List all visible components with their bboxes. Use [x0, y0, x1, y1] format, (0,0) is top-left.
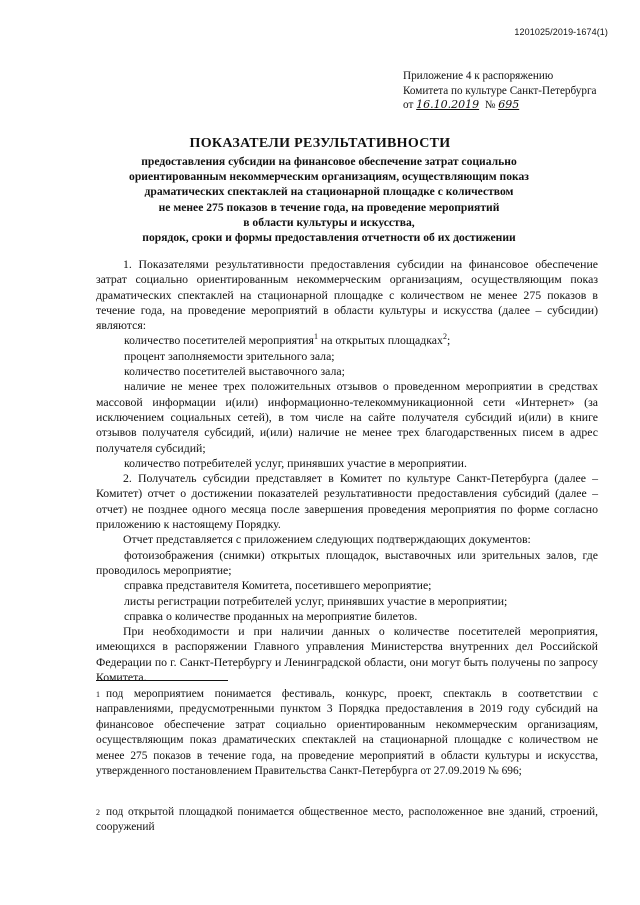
footnote-ref-1: 1 — [313, 332, 318, 342]
paragraph-3: Отчет представляется с приложением следующих подтверждающих документов: — [123, 532, 531, 547]
appendix-date: 16.10.2019 — [416, 98, 480, 111]
appendix-number-sign: № — [484, 99, 496, 111]
appendix-line-3 — [403, 98, 623, 113]
footnote-2-text: под открытой площадкой понимается общественное место, расположенное вне зданий, строений, сооружений — [96, 806, 598, 834]
document-item-photos: фотоизображения (снимки) открытых площадок, выставочных или зрительных залов, где проводилось мероприятие; — [96, 547, 598, 577]
indicator-visitors-open: количество посетителей мероприятия$^1$ на открытых площадках$^2$; — [124, 332, 451, 348]
subtitle-line: драматических спектаклей на стационарной площадке с количеством — [144, 185, 514, 199]
subtitle-line: не менее 275 показов в течение года, на проведение мероприятий — [158, 200, 500, 214]
indicator-occupancy: процент заполняемости зрительного зала; — [124, 348, 335, 363]
indicator-exhibition-visitors: количество посетителей выставочного зала; — [124, 364, 345, 379]
document-title: ПОКАЗАТЕЛИ РЕЗУЛЬТАТИВНОСТИ — [189, 136, 451, 151]
subtitle-line: порядок, сроки и формы предоставления отчетности об их достижении — [142, 231, 516, 245]
paragraph-1: 1. Показателями результативности предоставления субсидии на финансовое обеспечение затрат социально ориентированным некоммерческим организациям, осуществляющим показ драматических спектаклей на стационарной площадке с количеством не менее 275 показов в течение года, на проведение мероприятий в области культуры и искусства (далее – субсидии) являются: — [96, 257, 598, 333]
indicator-consumers: количество потребителей услуг, принявших участие в мероприятии. — [124, 455, 467, 470]
appendix-number: 695 — [498, 98, 520, 111]
indicator-reviews: наличие не менее трех положительных отзывов о проведенном мероприятии в средствах массовой информации и(или) информационно-телекоммуникационной сети «Интернет» (за исключением социальных сетей), в том числе на сайте получателя субсидий и(или) в книге отзывов получателя субсидий, и(или) наличие не менее трех благодарственных писем в адрес получателя субсидий; — [96, 379, 598, 455]
subtitle-line: в области культуры и искусства, — [243, 215, 415, 229]
document-subtitle — [100, 154, 558, 245]
subtitle-line: ориентированным некоммерческим организациям, осуществляющим показ — [129, 170, 529, 184]
appendix-from: от — [403, 99, 414, 111]
footnote-2-number: 2 — [96, 808, 100, 817]
footnote-1-number: 1 — [96, 690, 100, 699]
document-body — [96, 257, 598, 685]
document-item-tickets: справка о количестве проданных на мероприятие билетов. — [124, 608, 418, 623]
appendix-line-2: Комитета по культуре Санкт-Петербурга — [403, 84, 597, 97]
footnote-ref-2: 2 — [442, 332, 447, 342]
document-item-committee-note: справка представителя Комитета, посетившего мероприятие; — [124, 578, 432, 593]
subtitle-line: предоставления субсидии на финансовое обеспечение затрат социально — [141, 155, 517, 168]
footnote-1 — [96, 687, 598, 779]
paragraph-2: 2. Получатель субсидии представляет в Комитет по культуре Санкт-Петербурга (далее – Комитет) отчет о достижении показателей результативности предоставления субсидий (далее – отчет) не позднее одного месяца после завершения проведения мероприятия по форме согласно приложению к настоящему Порядку. — [96, 471, 598, 532]
document-item-registration: листы регистрации потребителей услуг, принявших участие в мероприятии; — [124, 593, 508, 608]
footnote-1-text: под мероприятием понимается фестиваль, конкурс, проект, спектакль в соответствии с направлениями, предусмотренными пунктом 3 Порядка предоставления в 2019 году субсидий на финансовое обеспечение затрат социально ориентированным некоммерческим организациям, осуществляющим показ драматических спектаклей на стационарной площадке с количеством не менее 275 показов в течение года, на проведение мероприятий в области культуры и искусства, утвержденного постановлением Правительства Санкт-Петербурга от 27.09.2019 № 696; — [96, 688, 598, 778]
appendix-block — [403, 69, 623, 113]
footnote-separator — [96, 680, 228, 681]
appendix-line-1: Приложение 4 к распоряжению — [403, 70, 554, 82]
document-number: 1201025/2019-1674(1) — [514, 27, 608, 37]
footnote-2 — [96, 805, 598, 836]
paragraph-4: При необходимости и при наличии данных о количестве посетителей мероприятия, имеющихся в распоряжении Главного управления Министерства внутренних дел Российской Федерации по г. Санкт-Петербургу и Ленинградской области, они могут быть получены по запросу Комитета. — [96, 624, 598, 685]
